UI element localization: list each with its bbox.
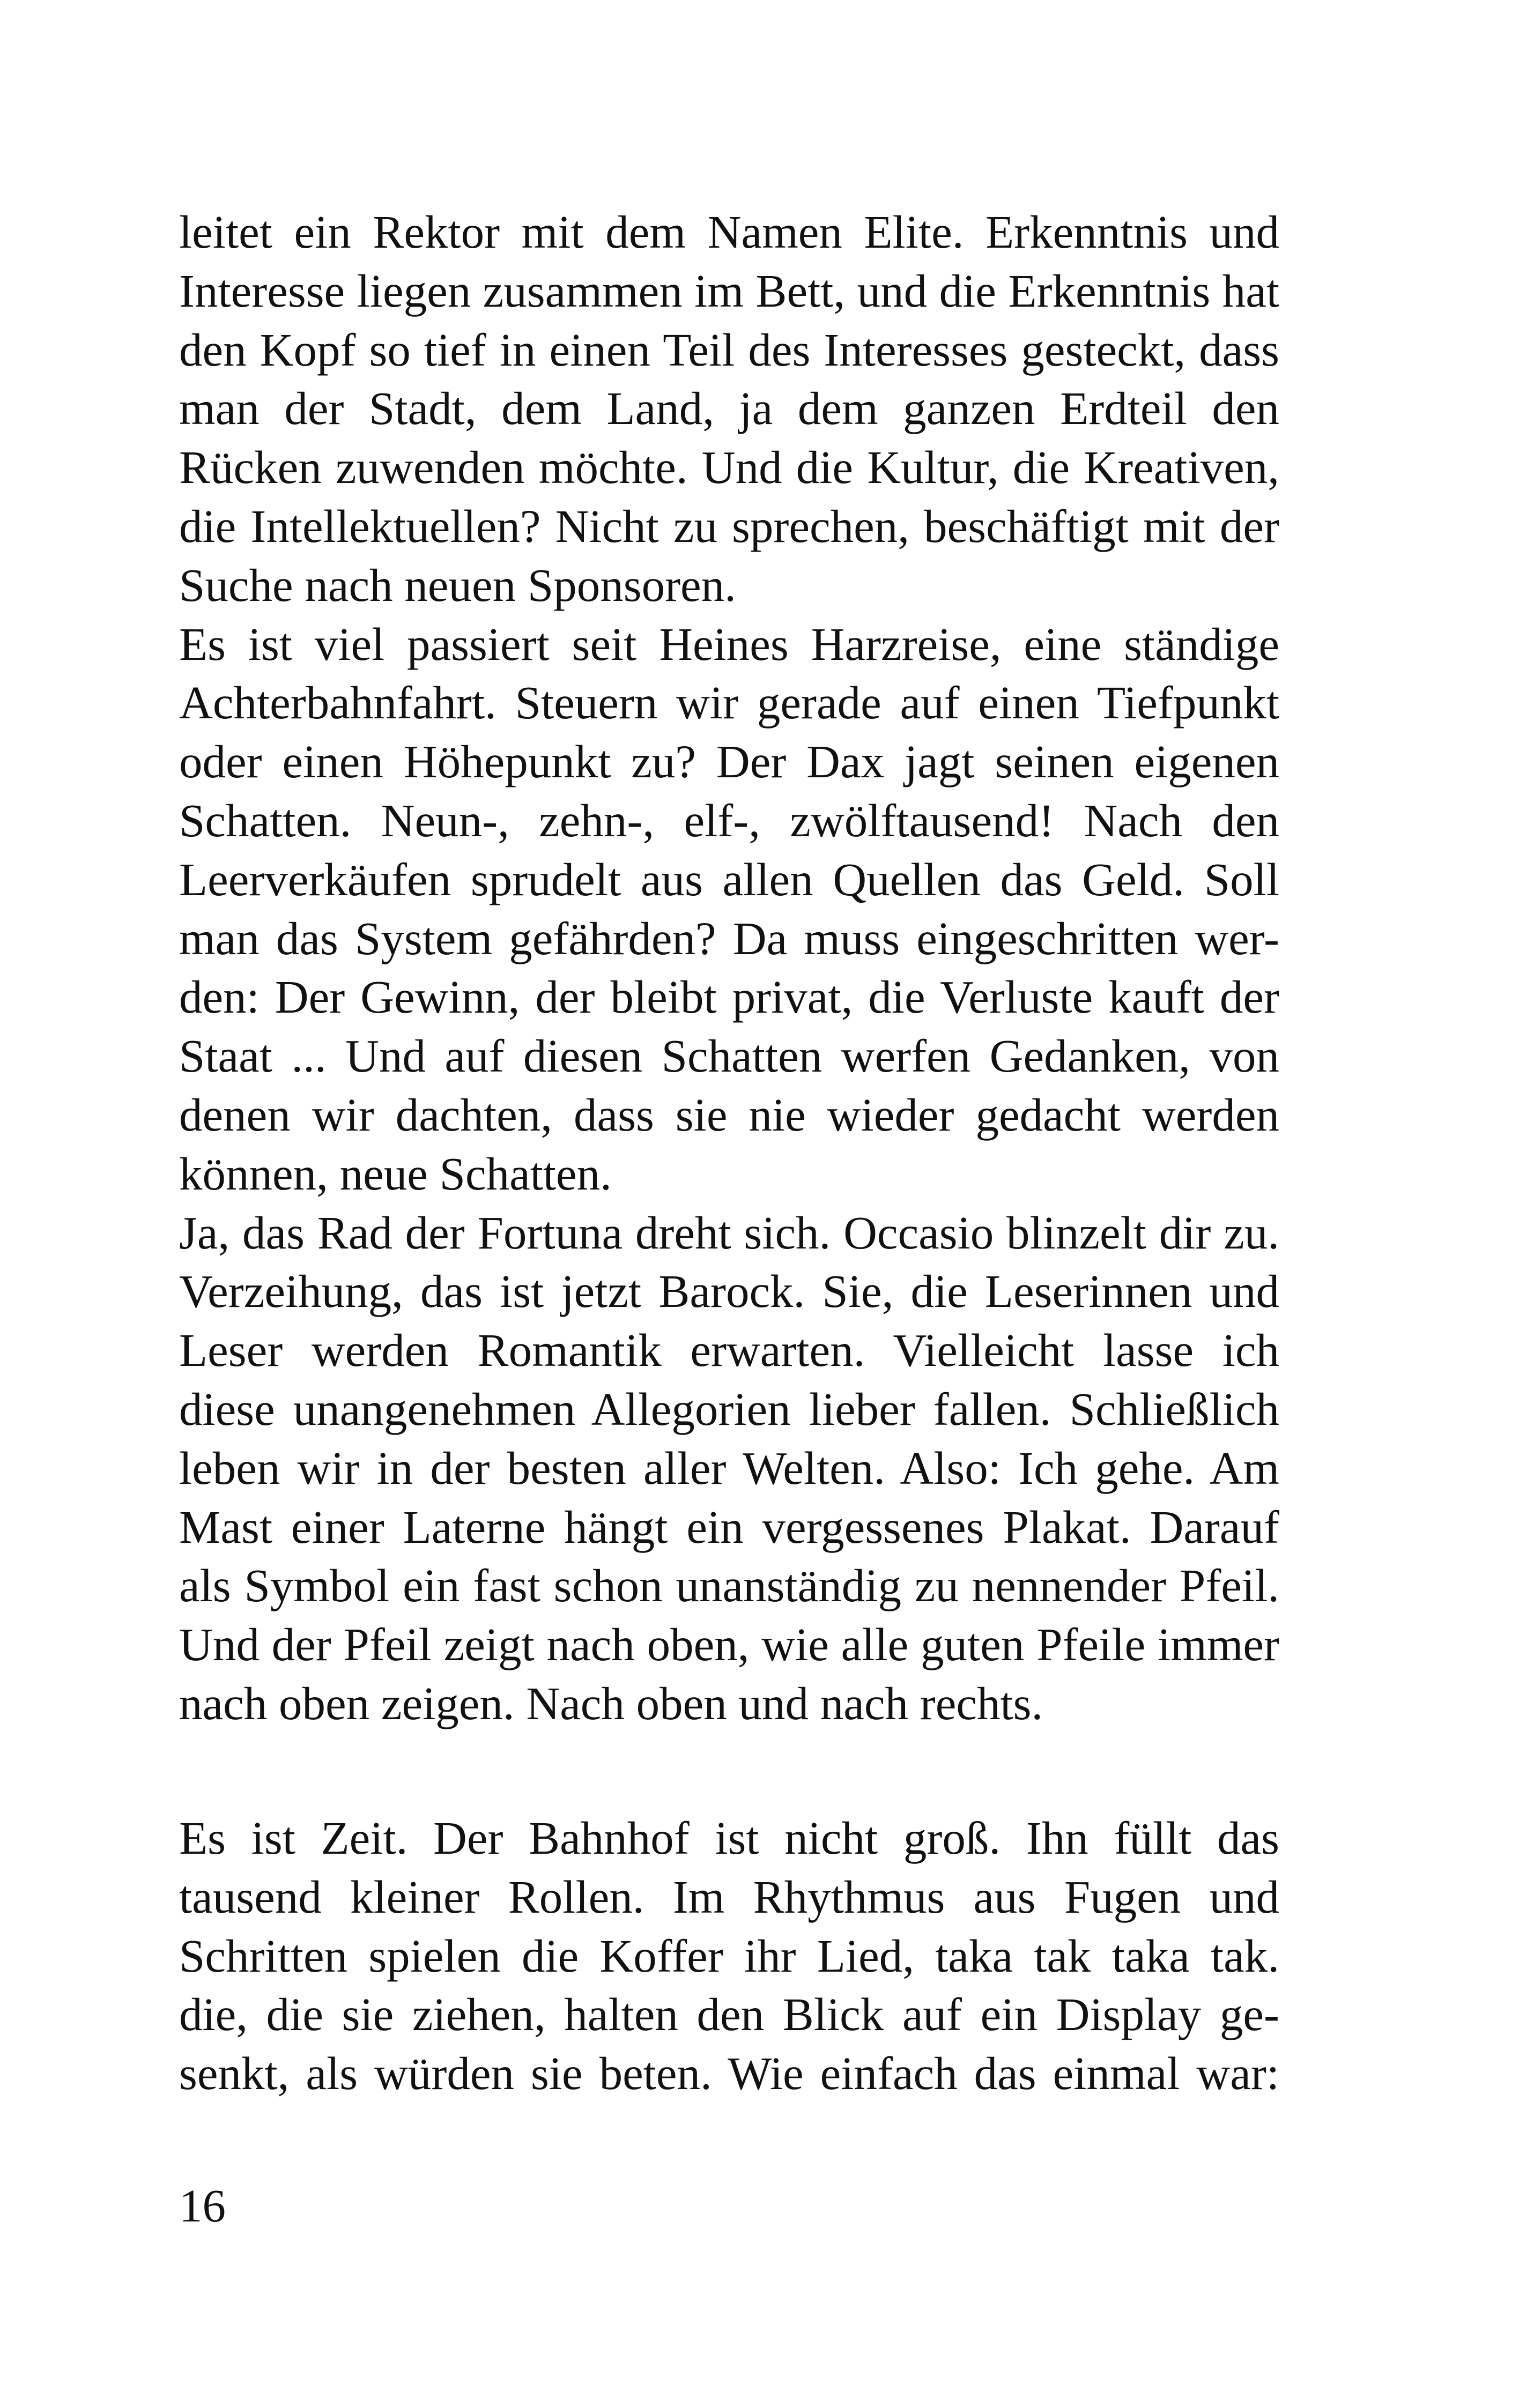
text-line: als Symbol ein fast schon unanständig zu nennender Pfeil. [179, 1559, 1279, 1612]
text-line: leitet ein Rektor mit dem Namen Elite. Erkenntnis und [179, 206, 1279, 258]
text-line: Verzeihung, das ist jetzt Barock. Sie, die Leserinnen und [179, 1265, 1279, 1318]
text-line: die Intellektuellen? Nicht zu sprechen, beschäftigt mit der [179, 500, 1279, 552]
text-line: leben wir in der besten aller Welten. Also: Ich gehe. Am [179, 1441, 1279, 1494]
text-line: Leerverkäufen sprudelt aus allen Quellen das Geld. Soll [179, 853, 1279, 905]
text-line: Interesse liegen zusammen im Bett, und die Erkenntnis hat [179, 264, 1279, 317]
text-line: Suche nach neuen Sponsoren. [179, 559, 736, 611]
text-line: Schatten. Neun-, zehn-, elf-, zwölftausend! Nach den [179, 794, 1279, 846]
text-line: senkt, als würden sie beten. Wie einfach das einmal war: [179, 2047, 1279, 2100]
text-line: Schritten spielen die Koffer ihr Lied, taka tak taka tak. [179, 1929, 1279, 1982]
text-line: diese unangenehmen Allegorien lieber fallen. Schließlich [179, 1383, 1279, 1435]
text-line: Leser werden Romantik erwarten. Vielleicht lasse ich [179, 1324, 1279, 1377]
text-line: Mast einer Laterne hängt ein vergessenes Plakat. Darauf [179, 1500, 1279, 1553]
text-line: Achterbahnfahrt. Steuern wir gerade auf einen Tiefpunkt [179, 677, 1279, 729]
text-line: man der Stadt, dem Land, ja dem ganzen Erdteil den [179, 382, 1279, 435]
text-line: oder einen Höhepunkt zu? Der Dax jagt seinen eigenen [179, 735, 1279, 788]
text-line: den: Der Gewinn, der bleibt privat, die Verluste kauft der [179, 971, 1279, 1023]
body-text-block-1 [179, 203, 1279, 1733]
text-line: Und der Pfeil zeigt nach oben, wie alle guten Pfeile immer [179, 1618, 1279, 1671]
text-line: nach oben zeigen. Nach oben und nach rechts. [179, 1677, 1043, 1729]
text-line: können, neue Schatten. [179, 1147, 612, 1200]
text-line: denen wir dachten, dass sie nie wieder gedacht werden [179, 1088, 1279, 1141]
text-line: Es ist Zeit. Der Bahnhof ist nicht groß. Ihn füllt das [179, 1812, 1279, 1864]
text-line: Es ist viel passiert seit Heines Harzreise, eine ständige [179, 618, 1279, 670]
text-line: tausend kleiner Rollen. Im Rhythmus aus Fugen und [179, 1870, 1279, 1923]
text-line: die, die sie ziehen, halten den Blick auf ein Display ge- [179, 1988, 1279, 2041]
text-line: Rücken zuwenden möchte. Und die Kultur, die Kreativen, [179, 441, 1279, 494]
body-text-block-2 [179, 1809, 1279, 2103]
text-line: man das System gefährden? Da muss eingeschritten wer- [179, 912, 1279, 964]
page-number: 16 [179, 2180, 226, 2232]
text-line: Staat ... Und auf diesen Schatten werfen Gedanken, von [179, 1030, 1279, 1082]
text-line: Ja, das Rad der Fortuna dreht sich. Occasio blinzelt dir zu. [179, 1206, 1279, 1259]
text-line: den Kopf so tief in einen Teil des Interesses gesteckt, dass [179, 323, 1279, 376]
